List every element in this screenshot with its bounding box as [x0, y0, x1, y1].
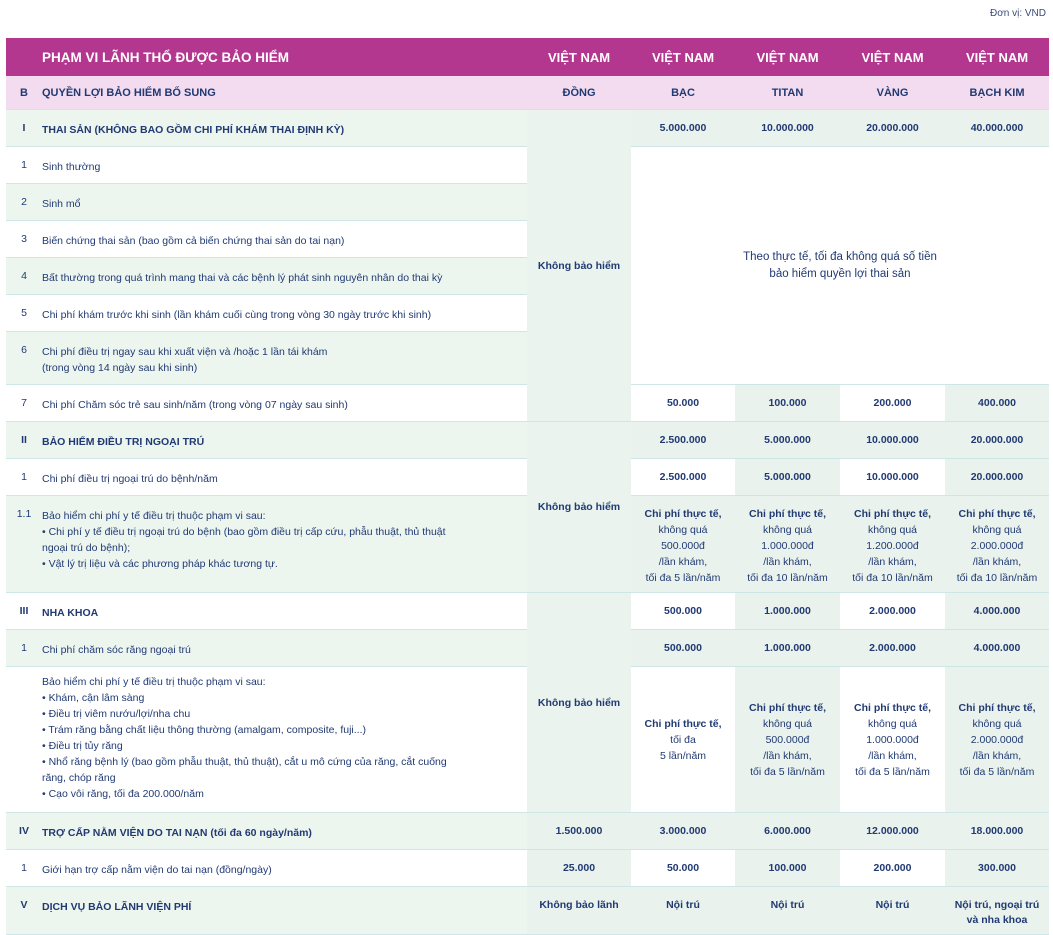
maternity-row [6, 110, 1049, 147]
region-bach-kim: VIỆT NAM [945, 38, 1049, 76]
value-cell: 4.000.000 [945, 593, 1049, 630]
value-cell: 10.000.000 [840, 459, 945, 496]
row-no: 1 [6, 630, 42, 667]
limit-line: không quá [972, 717, 1022, 730]
row-no: 1 [6, 147, 42, 184]
limit-line: Chi phí thực tế, [853, 701, 932, 714]
limit-cell [840, 496, 945, 593]
merged-note-line: Theo thực tế, tối đa không quá số tiền [743, 250, 937, 263]
row-no: 1.1 [6, 496, 42, 593]
limit-line: Chi phí thực tế, [853, 508, 932, 520]
unit-note: Đơn vị: VND [989, 8, 1046, 19]
row-title: BẢO HIỂM ĐIỀU TRỊ NGOẠI TRÚ [42, 422, 527, 459]
value-cell: 2.000.000 [840, 593, 945, 630]
value-cell: 400.000 [945, 385, 1049, 422]
row-desc-line: Bảo hiểm chi phí y tế điều trị thuộc phạm vi sau: [42, 510, 266, 522]
row-no: II [6, 422, 42, 459]
region-bac: VIỆT NAM [631, 38, 735, 76]
value-cell: 6.000.000 [735, 813, 840, 850]
value-cell: 20.000.000 [945, 422, 1049, 459]
limit-line: /lần khám, [972, 749, 1022, 762]
accident-row [6, 813, 1049, 850]
limit-line: tối đa 5 lần/năm [855, 765, 930, 778]
value-cell [945, 887, 1049, 935]
outpatient-row [6, 422, 1049, 459]
row-no: 6 [6, 332, 42, 385]
row-desc-line: • Chi phí y tế điều trị ngoại trú do bệnh (bao gồm điều trị cấp cứu, phẫu thuật, thủ thuật [42, 526, 446, 538]
row-title: NHA KHOA [42, 593, 527, 630]
value-cell: 50.000 [631, 850, 735, 887]
row-desc-line: ngoại trú do bệnh); [42, 542, 131, 554]
limit-line: 2.000.000đ [970, 540, 1024, 552]
limit-cell [631, 496, 735, 593]
limit-line: Chi phí thực tế, [958, 701, 1036, 714]
plan-bac: BẠC [631, 76, 735, 110]
value-cell: 100.000 [735, 850, 840, 887]
limit-cell [735, 496, 840, 593]
table-row [6, 850, 1049, 887]
section-title: QUYỀN LỢI BẢO HIỂM BỔ SUNG [42, 76, 527, 110]
plan-vang: VÀNG [840, 76, 945, 110]
limit-line: không quá [867, 524, 918, 536]
region-vang: VIỆT NAM [840, 38, 945, 76]
row-desc-line: • Khám, cận lâm sàng [42, 692, 145, 704]
value-cell: 25.000 [527, 850, 631, 887]
row-no: 7 [6, 385, 42, 422]
value-cell: 50.000 [631, 385, 735, 422]
value-line: Nội trú, ngoại trú [954, 899, 1040, 911]
limit-line: tối đa 10 lần/năm [956, 572, 1038, 584]
row-no: I [6, 110, 42, 147]
row-desc-line: (trong vòng 14 ngày sau khi sinh) [42, 362, 198, 374]
benefits-table [6, 38, 1049, 935]
row-no: IV [6, 813, 42, 850]
plan-titan: TITAN [735, 76, 840, 110]
row-desc-line: • Cạo vôi răng, tối đa 200.000/năm [42, 788, 204, 800]
value-cell: 2.000.000 [840, 630, 945, 667]
row-title: TRỢ CẤP NẰM VIỆN DO TAI NẠN (tối đa 60 ngày/năm) [42, 813, 527, 850]
limit-line: tối đa 5 lần/năm [750, 765, 825, 778]
plan-bach-kim: BẠCH KIM [945, 76, 1049, 110]
region-dong: VIỆT NAM [527, 38, 631, 76]
row-no: 1 [6, 850, 42, 887]
limit-line: /lần khám, [868, 556, 917, 568]
row-no: V [6, 887, 42, 935]
value-cell: 2.500.000 [631, 422, 735, 459]
limit-cell [840, 667, 945, 813]
value-cell: 2.500.000 [631, 459, 735, 496]
row-desc [42, 496, 527, 593]
value-cell: 500.000 [631, 593, 735, 630]
limit-cell [735, 667, 840, 813]
row-desc [42, 667, 527, 813]
value-cell: 100.000 [735, 385, 840, 422]
row-desc: Chi phí Chăm sóc trẻ sau sinh/năm (trong vòng 07 ngày sau sinh) [42, 385, 527, 422]
limit-line: 1.000.000đ [761, 540, 814, 552]
row-no: 1 [6, 459, 42, 496]
limit-line: không quá [762, 717, 813, 730]
value-cell: Nội trú [735, 887, 840, 935]
limit-line: tối đa 10 lần/năm [852, 572, 933, 584]
row-desc-line: răng, chóp răng [42, 772, 116, 784]
value-cell: 10.000.000 [735, 110, 840, 147]
row-desc: Bất thường trong quá trình mang thai và các bệnh lý phát sinh nguyên nhân do thai kỳ [42, 258, 527, 295]
row-no: 4 [6, 258, 42, 295]
limit-line: Chi phí thực tế, [958, 508, 1036, 520]
limit-line: không quá [762, 524, 813, 536]
value-cell: 1.000.000 [735, 630, 840, 667]
header-row [6, 38, 1049, 76]
limit-cell [945, 667, 1049, 813]
value-cell: 40.000.000 [945, 110, 1049, 147]
limit-line: /lần khám, [763, 556, 812, 568]
value-cell: Nội trú [631, 887, 735, 935]
region-titan: VIỆT NAM [735, 38, 840, 76]
limit-line: 500.000đ [661, 540, 705, 552]
limit-line: Chi phí thực tế, [748, 508, 827, 520]
value-cell: 10.000.000 [840, 422, 945, 459]
dental-row [6, 593, 1049, 630]
limit-line: tối đa 5 lần/năm [959, 765, 1035, 778]
row-desc: Giới hạn trợ cấp nằm viện do tai nạn (đồng/ngày) [42, 850, 527, 887]
row-no: 2 [6, 184, 42, 221]
row-no: III [6, 593, 42, 630]
value-cell: 3.000.000 [631, 813, 735, 850]
row-desc: Sinh mổ [42, 184, 527, 221]
limit-line: 2.000.000đ [970, 733, 1024, 746]
limit-line: Chi phí thực tế, [644, 717, 722, 730]
value-cell: 12.000.000 [840, 813, 945, 850]
row-no: 3 [6, 221, 42, 258]
row-title: DỊCH VỤ BẢO LÃNH VIỆN PHÍ [42, 887, 527, 935]
limit-line: không quá [658, 524, 708, 536]
limit-line: /lần khám, [658, 556, 708, 568]
row-no [6, 667, 42, 813]
row-desc-line: • Nhổ răng bệnh lý (bao gồm phẫu thuật, thủ thuật), cắt u mô cứng của răng, cắt cuống [42, 756, 447, 768]
row-desc: Chi phí điều trị ngoại trú do bệnh/năm [42, 459, 527, 496]
scope-title: PHẠM VI LÃNH THỔ ĐƯỢC BẢO HIỂM [42, 38, 527, 76]
limit-line: 500.000đ [765, 733, 810, 746]
value-cell: 5.000.000 [631, 110, 735, 147]
value-cell: Nội trú [840, 887, 945, 935]
row-no: 5 [6, 295, 42, 332]
value-cell: 200.000 [840, 850, 945, 887]
limit-cell [631, 667, 735, 813]
value-cell: 1.000.000 [735, 593, 840, 630]
row-desc: Sinh thường [42, 147, 527, 184]
value-cell: 20.000.000 [945, 459, 1049, 496]
merged-note-line: bảo hiểm quyền lợi thai sản [769, 267, 911, 280]
limit-line: 1.000.000đ [866, 733, 919, 746]
limit-line: tối đa 5 lần/năm [645, 572, 721, 584]
row-desc-line: • Điều trị tủy răng [42, 740, 123, 752]
value-line: và nha khoa [966, 914, 1028, 926]
limit-line: không quá [972, 524, 1022, 536]
row-desc: Chi phí khám trước khi sinh (lần khám cuối cùng trong vòng 30 ngày trước khi sinh) [42, 295, 527, 332]
value-cell: 1.500.000 [527, 813, 631, 850]
limit-line: 1.200.000đ [866, 540, 919, 552]
value-cell: 5.000.000 [735, 459, 840, 496]
limit-line: không quá [867, 717, 918, 730]
subheader-row [6, 76, 1049, 110]
limit-line: /lần khám, [763, 749, 812, 762]
limit-line: 5 lần/năm [659, 749, 707, 762]
limit-line: /lần khám, [972, 556, 1022, 568]
row-desc-line: • Vật lý trị liệu và các phương pháp khác tương tự. [42, 558, 278, 570]
guarantee-row [6, 887, 1049, 935]
dong-dental-cell: Không bảo hiểm [527, 593, 631, 813]
maternity-merged-note [631, 147, 1049, 385]
row-desc: Biến chứng thai sản (bao gồm cả biến chứng thai sản do tai nạn) [42, 221, 527, 258]
value-cell: 5.000.000 [735, 422, 840, 459]
value-cell: 18.000.000 [945, 813, 1049, 850]
row-title: THAI SẢN (KHÔNG BAO GỒM CHI PHÍ KHÁM THAI ĐỊNH KỲ) [42, 110, 527, 147]
limit-line: tối đa 10 lần/năm [747, 572, 828, 584]
section-no: B [6, 76, 42, 110]
row-desc-line: Bảo hiểm chi phí y tế điều trị thuộc phạm vi sau: [42, 676, 266, 688]
limit-line: Chi phí thực tế, [748, 701, 827, 714]
row-desc: Chi phí chăm sóc răng ngoại trú [42, 630, 527, 667]
plan-dong: ĐỒNG [527, 76, 631, 110]
value-cell: 200.000 [840, 385, 945, 422]
limit-line: tối đa [670, 733, 696, 746]
value-cell: 20.000.000 [840, 110, 945, 147]
dong-maternity-cell: Không bảo hiểm [527, 110, 631, 422]
value-cell: 500.000 [631, 630, 735, 667]
limit-cell [945, 496, 1049, 593]
limit-line: /lần khám, [868, 749, 917, 762]
row-desc-line: Chi phí điều trị ngay sau khi xuất viện và /hoặc 1 lần tái khám [42, 346, 328, 358]
row-desc-line: • Điều trị viêm nướu/lợi/nha chu [42, 708, 191, 720]
value-cell: Không bảo lãnh [527, 887, 631, 935]
row-desc-line: • Trám răng bằng chất liệu thông thường (amalgam, composite, fuji...) [42, 724, 366, 736]
value-cell: 4.000.000 [945, 630, 1049, 667]
value-cell: 300.000 [945, 850, 1049, 887]
limit-line: Chi phí thực tế, [644, 508, 722, 520]
dong-outpatient-cell: Không bảo hiểm [527, 422, 631, 593]
row-desc [42, 332, 527, 385]
